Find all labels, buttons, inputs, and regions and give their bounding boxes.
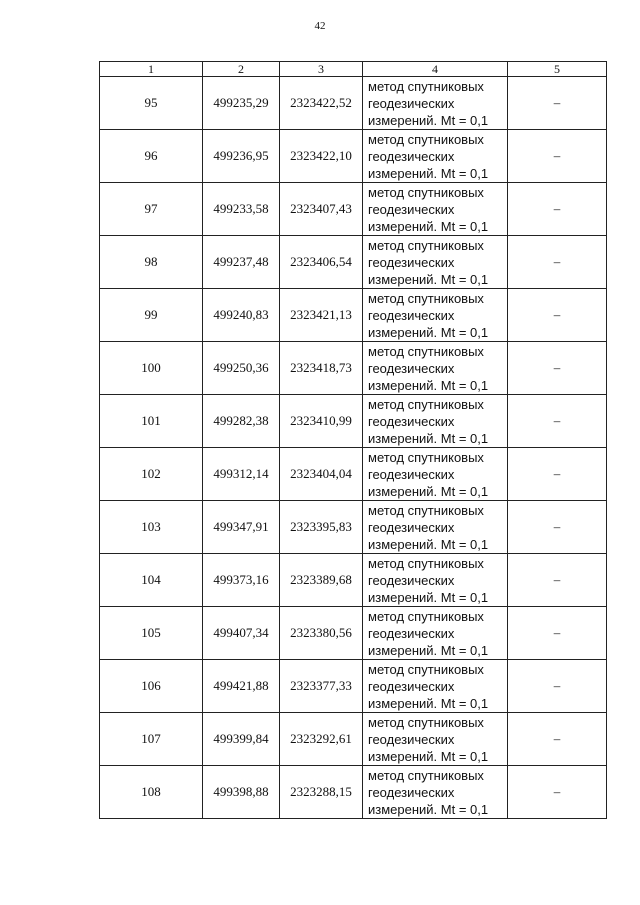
header-col-3: 3	[280, 62, 363, 77]
method-line: метод спутниковых	[368, 608, 484, 624]
method-cell	[363, 607, 508, 660]
table-row	[100, 766, 607, 819]
note-cell: –	[508, 342, 607, 395]
point-number-cell: 96	[100, 130, 203, 183]
method-line: измерений. Mt = 0,1	[368, 695, 489, 711]
page-number: 42	[314, 20, 326, 32]
method-line: метод спутниковых	[368, 661, 484, 677]
method-line: измерений. Mt = 0,1	[368, 748, 489, 764]
method-cell	[363, 183, 508, 236]
method-line: метод спутниковых	[368, 343, 484, 359]
y-coordinate-cell: 2323380,56	[280, 607, 363, 660]
y-coordinate-cell: 2323395,83	[280, 501, 363, 554]
x-coordinate-cell: 499233,58	[203, 183, 280, 236]
x-coordinate-cell: 499347,91	[203, 501, 280, 554]
x-coordinate-cell: 499373,16	[203, 554, 280, 607]
method-line: измерений. Mt = 0,1	[368, 218, 489, 234]
y-coordinate-cell: 2323410,99	[280, 395, 363, 448]
x-coordinate-cell: 499237,48	[203, 236, 280, 289]
method-line: геодезических	[368, 413, 455, 429]
note-cell: –	[508, 766, 607, 819]
x-coordinate-cell: 499421,88	[203, 660, 280, 713]
y-coordinate-cell: 2323288,15	[280, 766, 363, 819]
table-body	[100, 77, 607, 819]
y-coordinate-cell: 2323404,04	[280, 448, 363, 501]
y-coordinate-cell: 2323422,52	[280, 77, 363, 130]
method-cell	[363, 660, 508, 713]
method-line: метод спутниковых	[368, 184, 484, 200]
y-coordinate-cell: 2323422,10	[280, 130, 363, 183]
method-cell	[363, 236, 508, 289]
method-cell	[363, 342, 508, 395]
point-number-cell: 103	[100, 501, 203, 554]
method-line: геодезических	[368, 201, 455, 217]
header-col-2: 2	[203, 62, 280, 77]
y-coordinate-cell: 2323418,73	[280, 342, 363, 395]
table-row	[100, 183, 607, 236]
note-cell: –	[508, 289, 607, 342]
table-row	[100, 342, 607, 395]
method-line: геодезических	[368, 519, 455, 535]
method-line: геодезических	[368, 625, 455, 641]
y-coordinate-cell: 2323389,68	[280, 554, 363, 607]
point-number-cell: 106	[100, 660, 203, 713]
point-number-cell: 107	[100, 713, 203, 766]
method-line: измерений. Mt = 0,1	[368, 589, 489, 605]
method-line: измерений. Mt = 0,1	[368, 377, 489, 393]
method-line: измерений. Mt = 0,1	[368, 165, 489, 181]
table-row	[100, 660, 607, 713]
point-number-cell: 102	[100, 448, 203, 501]
table-row	[100, 236, 607, 289]
note-cell: –	[508, 183, 607, 236]
method-line: измерений. Mt = 0,1	[368, 483, 489, 499]
header-row	[100, 62, 607, 77]
method-line: метод спутниковых	[368, 714, 484, 730]
header-col-5: 5	[508, 62, 607, 77]
method-line: измерений. Mt = 0,1	[368, 324, 489, 340]
x-coordinate-cell: 499312,14	[203, 448, 280, 501]
note-cell: –	[508, 448, 607, 501]
method-cell	[363, 77, 508, 130]
note-cell: –	[508, 607, 607, 660]
method-line: измерений. Mt = 0,1	[368, 642, 489, 658]
method-line: метод спутниковых	[368, 396, 484, 412]
method-line: геодезических	[368, 360, 455, 376]
point-number-cell: 97	[100, 183, 203, 236]
note-cell: –	[508, 130, 607, 183]
table-row	[100, 448, 607, 501]
method-cell	[363, 395, 508, 448]
table-header	[100, 62, 607, 77]
x-coordinate-cell: 499398,88	[203, 766, 280, 819]
table-row	[100, 554, 607, 607]
method-line: метод спутниковых	[368, 290, 484, 306]
table-row	[100, 713, 607, 766]
point-number-cell: 99	[100, 289, 203, 342]
method-cell	[363, 448, 508, 501]
point-number-cell: 108	[100, 766, 203, 819]
method-line: измерений. Mt = 0,1	[368, 536, 489, 552]
y-coordinate-cell: 2323421,13	[280, 289, 363, 342]
method-cell	[363, 130, 508, 183]
method-line: метод спутниковых	[368, 767, 484, 783]
method-line: метод спутниковых	[368, 237, 484, 253]
y-coordinate-cell: 2323407,43	[280, 183, 363, 236]
point-number-cell: 105	[100, 607, 203, 660]
note-cell: –	[508, 660, 607, 713]
table-row	[100, 395, 607, 448]
header-col-4: 4	[363, 62, 508, 77]
method-cell	[363, 766, 508, 819]
x-coordinate-cell: 499399,84	[203, 713, 280, 766]
method-line: геодезических	[368, 95, 455, 111]
method-line: измерений. Mt = 0,1	[368, 801, 489, 817]
method-cell	[363, 554, 508, 607]
point-number-cell: 95	[100, 77, 203, 130]
table-row	[100, 77, 607, 130]
y-coordinate-cell: 2323406,54	[280, 236, 363, 289]
point-number-cell: 104	[100, 554, 203, 607]
x-coordinate-cell: 499235,29	[203, 77, 280, 130]
note-cell: –	[508, 501, 607, 554]
note-cell: –	[508, 77, 607, 130]
x-coordinate-cell: 499407,34	[203, 607, 280, 660]
method-line: геодезических	[368, 731, 455, 747]
x-coordinate-cell: 499250,36	[203, 342, 280, 395]
method-line: метод спутниковых	[368, 78, 484, 94]
x-coordinate-cell: 499240,83	[203, 289, 280, 342]
header-col-1: 1	[100, 62, 203, 77]
x-coordinate-cell: 499282,38	[203, 395, 280, 448]
point-number-cell: 100	[100, 342, 203, 395]
table-row	[100, 289, 607, 342]
table-row	[100, 501, 607, 554]
point-number-cell: 101	[100, 395, 203, 448]
method-line: геодезических	[368, 572, 455, 588]
method-cell	[363, 713, 508, 766]
method-line: измерений. Mt = 0,1	[368, 112, 489, 128]
method-line: геодезических	[368, 307, 455, 323]
note-cell: –	[508, 395, 607, 448]
y-coordinate-cell: 2323292,61	[280, 713, 363, 766]
method-line: геодезических	[368, 466, 455, 482]
table-row	[100, 130, 607, 183]
table-row	[100, 607, 607, 660]
method-line: геодезических	[368, 254, 455, 270]
method-line: геодезических	[368, 784, 455, 800]
method-line: метод спутниковых	[368, 449, 484, 465]
x-coordinate-cell: 499236,95	[203, 130, 280, 183]
note-cell: –	[508, 236, 607, 289]
method-cell	[363, 501, 508, 554]
method-line: измерений. Mt = 0,1	[368, 271, 489, 287]
method-line: геодезических	[368, 148, 455, 164]
y-coordinate-cell: 2323377,33	[280, 660, 363, 713]
method-line: геодезических	[368, 678, 455, 694]
note-cell: –	[508, 554, 607, 607]
method-cell	[363, 289, 508, 342]
note-cell: –	[508, 713, 607, 766]
point-number-cell: 98	[100, 236, 203, 289]
method-line: измерений. Mt = 0,1	[368, 430, 489, 446]
method-line: метод спутниковых	[368, 131, 484, 147]
coordinates-table	[99, 61, 607, 819]
method-line: метод спутниковых	[368, 502, 484, 518]
method-line: метод спутниковых	[368, 555, 484, 571]
